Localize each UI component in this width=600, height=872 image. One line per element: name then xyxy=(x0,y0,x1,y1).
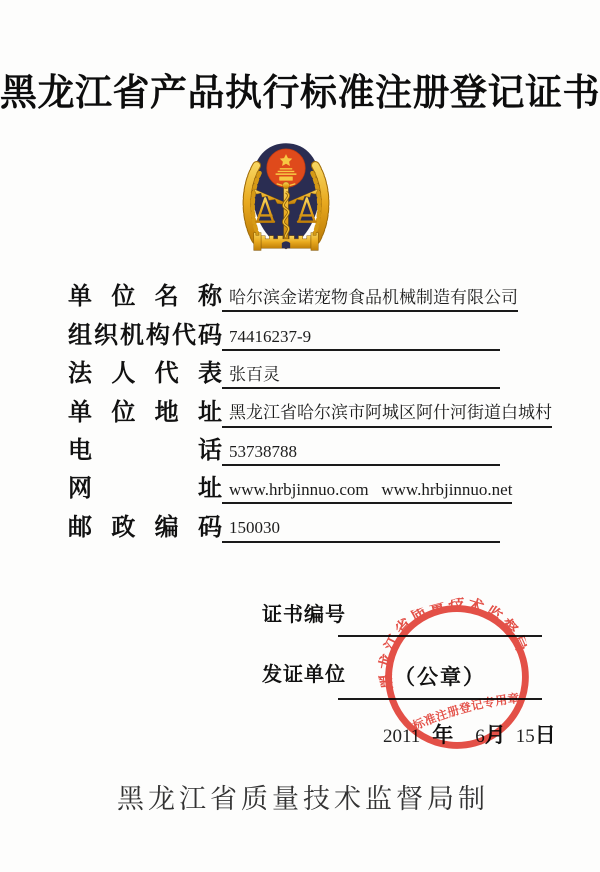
field-value: 53738788 xyxy=(222,441,500,466)
svg-text:黑龙江省质量技术监督局 xyxy=(364,584,533,693)
seal-arc-text: 黑龙江省质量技术监督局 xyxy=(377,595,532,690)
field-row xyxy=(68,428,500,466)
issue-date-year: 2011 xyxy=(383,726,421,747)
issue-date-month: 6 xyxy=(475,726,485,747)
issue-date-day-unit: 日 xyxy=(534,723,556,747)
field-label: 单位地址 xyxy=(68,398,222,426)
field-row xyxy=(68,274,518,312)
field-value: 哈尔滨金诺宠物食品机械制造有限公司 xyxy=(222,287,518,312)
field-label: 邮政编码 xyxy=(68,513,222,541)
issue-date-day: 15 xyxy=(515,726,535,747)
field-row xyxy=(68,504,500,542)
registration-fields xyxy=(68,274,552,543)
field-value: 150030 xyxy=(222,517,500,542)
field-value: 张百灵 xyxy=(222,364,500,389)
certificate-title: 黑龙江省产品执行标准注册登记证书 xyxy=(0,73,600,114)
field-value: 黑龙江省哈尔滨市阿城区阿什河街道白城村 xyxy=(222,402,552,427)
seal-ring xyxy=(373,593,541,761)
emblem-caduceus xyxy=(283,182,290,244)
issuer-label: 发证单位 xyxy=(262,664,346,686)
issue-date-month-unit: 月 xyxy=(484,723,506,747)
field-row xyxy=(68,466,513,504)
certificate-number-label: 证书编号 xyxy=(262,604,346,626)
seal-inner-text: 标准注册登记专用章 xyxy=(410,692,521,733)
field-value: www.hrbjinnuo.com www.hrbjinnuo.net xyxy=(222,479,512,504)
field-label: 法人代表 xyxy=(68,360,222,388)
field-value: 74416237-9 xyxy=(222,326,500,351)
field-row xyxy=(68,389,552,427)
field-label: 电话 xyxy=(68,436,222,464)
emblem-national-disc xyxy=(267,149,305,187)
issuer-seal-placeholder: （公章） xyxy=(394,665,486,689)
field-label: 网址 xyxy=(68,475,222,503)
field-label: 组织机构代码 xyxy=(68,321,222,349)
issuing-authority-footer: 黑龙江省质量技术监督局制 xyxy=(117,784,489,814)
field-row xyxy=(68,312,500,350)
issue-date-year-unit: 年 xyxy=(432,723,454,747)
field-label: 单位名称 xyxy=(68,283,222,311)
quality-supervision-emblem-icon xyxy=(234,138,338,268)
field-row xyxy=(68,351,500,389)
